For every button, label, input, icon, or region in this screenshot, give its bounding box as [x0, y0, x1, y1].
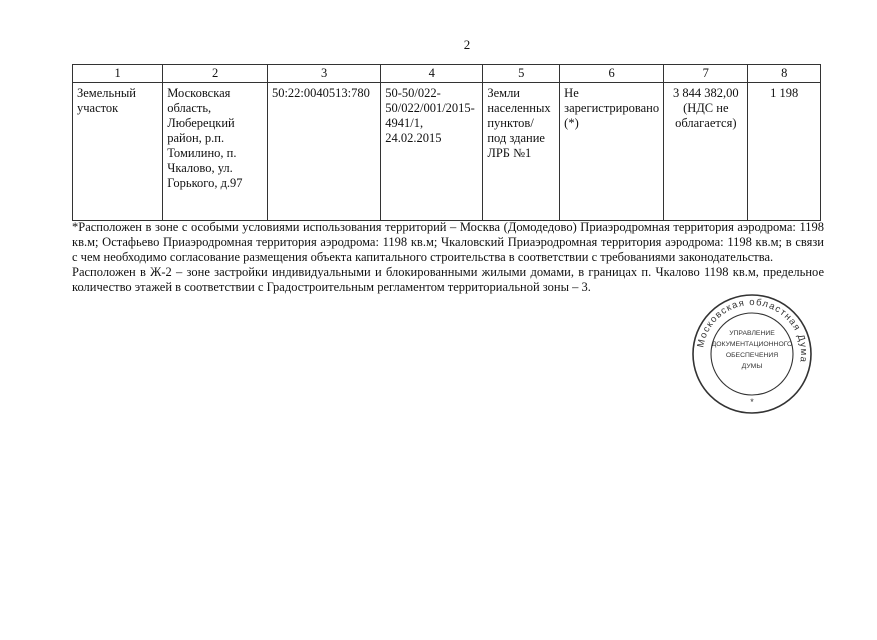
column-header-8: 8 [748, 65, 821, 83]
cell-area: 1 198 [748, 83, 821, 221]
stamp-center-line: ОБЕСПЕЧЕНИЯ [725, 352, 779, 359]
cell-land-category: Земли населенных пунктов/ под здание ЛРБ №1 [483, 83, 560, 221]
cell-cadastral-number: 50:22:0040513:780 [267, 83, 380, 221]
footnote-zones: *Расположен в зоне с особыми условиями использования территорий – Москва (Домодедово) Приаэродромная территория аэродрома: 1198 кв.м; Остафьево Приаэродромная территория аэродрома: 1198 кв.м; Чкаловский Приаэродромная территория аэродрома: 1198 кв.м; в связи с чем необходимо согласование размещения объекта капитального строительства в соответствии с требованиями законодательства. [72, 220, 824, 264]
table-header-row [73, 65, 821, 83]
cell-object-type: Земельный участок [73, 83, 163, 221]
column-header-1: 1 [73, 65, 163, 83]
footnote [72, 220, 824, 295]
column-header-4: 4 [381, 65, 483, 83]
column-header-5: 5 [483, 65, 560, 83]
column-header-7: 7 [664, 65, 748, 83]
table-row [73, 83, 821, 221]
column-header-6: 6 [560, 65, 664, 83]
stamp-center-line: ДУМЫ [741, 363, 763, 370]
cell-address: Московская область, Люберецкий район, р.п. Томилино, п. Чкалово, ул. Горького, д.97 [163, 83, 268, 221]
official-stamp [691, 293, 813, 415]
cell-value: 3 844 382,00 (НДС не облагается) [664, 83, 748, 221]
footnote-zoning: Расположен в Ж-2 – зоне застройки индивидуальными и блокированными жилыми домами, в границах п. Чкалово 1198 кв.м, предельное количество этажей в соответствии с Градостроительным регламентом территориальной зоны – 3. [72, 265, 824, 294]
stamp-ring-text: Московская областная Дума [695, 296, 810, 364]
page-number: 2 [463, 37, 471, 52]
cell-encumbrance: Не зарегистрировано (*) [560, 83, 664, 221]
column-header-3: 3 [267, 65, 380, 83]
cell-registration: 50-50/022-50/022/001/2015-4941/1, 24.02.2015 [381, 83, 483, 221]
stamp-center-line: УПРАВЛЕНИЕ [729, 330, 775, 337]
stamp-star-icon: * [750, 397, 754, 407]
stamp-center-line: ДОКУМЕНТАЦИОННОГО [711, 341, 793, 348]
column-header-2: 2 [163, 65, 268, 83]
property-table [72, 64, 821, 221]
stamp-seal-icon [691, 293, 813, 415]
